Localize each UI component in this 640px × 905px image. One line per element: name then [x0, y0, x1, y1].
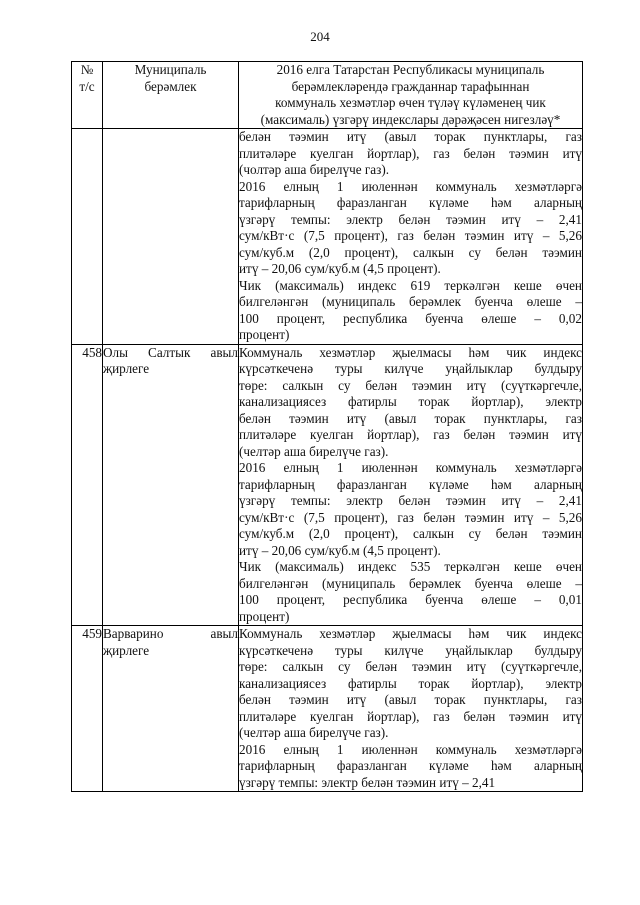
description-line: канализациясез фатирлы торак йортлар), электр — [239, 394, 582, 409]
description-line: (челтәр аша бирелүче газ). — [239, 443, 389, 459]
row-description — [239, 626, 583, 792]
municipality-line: Олы Салтык авыл — [103, 344, 238, 360]
table-row — [72, 344, 583, 626]
description-line: Коммуналь хезмәтләр җыелмасы һәм чик индекс — [239, 626, 582, 641]
description-line: төре: салкын су белән тәэмин итү (суүткәргечле, — [239, 377, 582, 393]
description-line: итү – 20,06 сум/куб.м (4,5 процент). — [239, 261, 441, 276]
table-header-row — [72, 62, 583, 129]
tariff-table — [71, 61, 583, 792]
row-municipality — [103, 626, 239, 792]
description-line: Чик (максималь) индекс 619 теркәлгән кеше өчен — [239, 277, 582, 293]
row-description — [239, 129, 583, 345]
table-body — [72, 129, 583, 792]
description-line: сум/кВт·с (7,5 процент), газ белән тәэмин итү – 5,26 — [239, 228, 582, 243]
description-line: 2016 елның 1 июленнән коммуналь хезмәтләргә — [239, 178, 582, 194]
header-line: (максималь) үзгәрү индекслары дәрәҗәсен нигезләү* — [260, 111, 561, 127]
description-line: итү – 20,06 сум/куб.м (4,5 процент). — [239, 542, 441, 558]
description-line: плитәләре куелган йортлар), газ белән тәэмин итү — [239, 145, 582, 161]
description-line: тарифларның фаразланган күләме һәм аларның — [239, 476, 582, 492]
description-line: үзгәрү темпы: электр белән тәэмин итү – 2,41 — [239, 774, 496, 790]
description-line: билгеләнгән (муниципаль берәмлек буенча өлеше – — [239, 575, 582, 591]
description-line: сум/куб.м (2,0 процент), салкын су белән тәэмин — [239, 526, 582, 541]
header-municipality — [103, 62, 239, 129]
description-line: үзгәрү темпы: электр белән тәэмин итү – 2,41 — [239, 493, 582, 508]
description-line: процент) — [239, 327, 290, 342]
table-row — [72, 129, 583, 345]
description-line: процент) — [239, 608, 290, 624]
header-number — [72, 62, 103, 129]
description-line: (чолтәр аша бирелүче газ). — [239, 162, 390, 177]
description-line: 100 процент, республика буенча өлеше – 0,02 — [239, 310, 582, 326]
description-line: плитәләре куелган йортлар), газ белән тәэмин итү — [239, 708, 582, 724]
description-line: Коммуналь хезмәтләр җыелмасы һәм чик индекс — [239, 344, 582, 360]
description-paragraph — [239, 460, 582, 559]
municipality-line: җирлеге — [103, 642, 150, 658]
description-paragraph — [239, 179, 582, 278]
header-line: 2016 елга Татарстан Республикасы муниципаль — [276, 62, 545, 77]
page-number: 204 — [310, 29, 330, 44]
description-line: белән тәэмин итү (авыл торак пунктлары, газ — [239, 129, 582, 144]
row-municipality — [103, 344, 239, 626]
description-line: белән тәэмин итү (авыл торак пунктлары, газ — [239, 410, 582, 426]
description-line: сум/кВт·с (7,5 процент), газ белән тәэмин итү – 5,26 — [239, 509, 582, 525]
description-line: белән тәэмин итү (авыл торак пунктлары, газ — [239, 692, 582, 707]
description-line: сум/куб.м (2,0 процент), салкын су белән тәэмин — [239, 244, 582, 260]
description-line: плитәләре куелган йортлар), газ белән тәэмин итү — [239, 427, 582, 442]
description-paragraph — [239, 278, 582, 344]
municipality-line: җирлеге — [103, 361, 150, 376]
description-line: үзгәрү темпы: электр белән тәэмин итү – 2,41 — [239, 211, 582, 227]
description-line: билгеләнгән (муниципаль берәмлек буенча өлеше – — [239, 294, 582, 309]
description-paragraph — [239, 626, 582, 742]
table-row — [72, 626, 583, 792]
header-line: № — [80, 62, 94, 77]
header-line: Муниципаль — [134, 62, 207, 77]
description-line: 2016 елның 1 июленнән коммуналь хезмәтләргә — [239, 460, 582, 475]
description-paragraph — [239, 742, 582, 792]
row-number: 459 — [72, 626, 103, 792]
description-line: тарифларның фаразланган күләме һәм аларның — [239, 758, 582, 773]
description-line: 2016 елның 1 июленнән коммуналь хезмәтләргә — [239, 741, 582, 757]
header-description — [239, 62, 583, 129]
municipality-line: Варварино авыл — [103, 626, 238, 641]
description-line: тарифларның фаразланган күләме һәм аларның — [239, 195, 582, 210]
header-line: берәмлек — [144, 78, 197, 94]
description-line: (челтәр аша бирелүче газ). — [239, 725, 389, 740]
header-line: берәмлекләрендә гражданнар тарафыннан — [291, 78, 530, 94]
row-number: 458 — [72, 344, 103, 626]
description-line: күрсәткеченә туры килүче уңайлыклар булдыру — [239, 361, 582, 376]
description-line: күрсәткеченә туры килүче уңайлыклар булдыру — [239, 642, 582, 658]
header-line: т/с — [79, 78, 95, 94]
row-number — [72, 129, 103, 345]
description-line: канализациясез фатирлы торак йортлар), электр — [239, 675, 582, 691]
row-description — [239, 344, 583, 626]
description-paragraph — [239, 129, 582, 179]
description-paragraph — [239, 559, 582, 625]
header-line: коммуналь хезмәтләр өчен түләү күләменең чик — [275, 95, 546, 110]
description-paragraph — [239, 345, 582, 461]
description-line: төре: салкын су белән тәэмин итү (суүткәргечле, — [239, 659, 582, 674]
row-municipality — [103, 129, 239, 345]
description-line: Чик (максималь) индекс 535 теркәлгән кеше өчен — [239, 559, 582, 574]
description-line: 100 процент, республика буенча өлеше – 0,01 — [239, 592, 582, 607]
